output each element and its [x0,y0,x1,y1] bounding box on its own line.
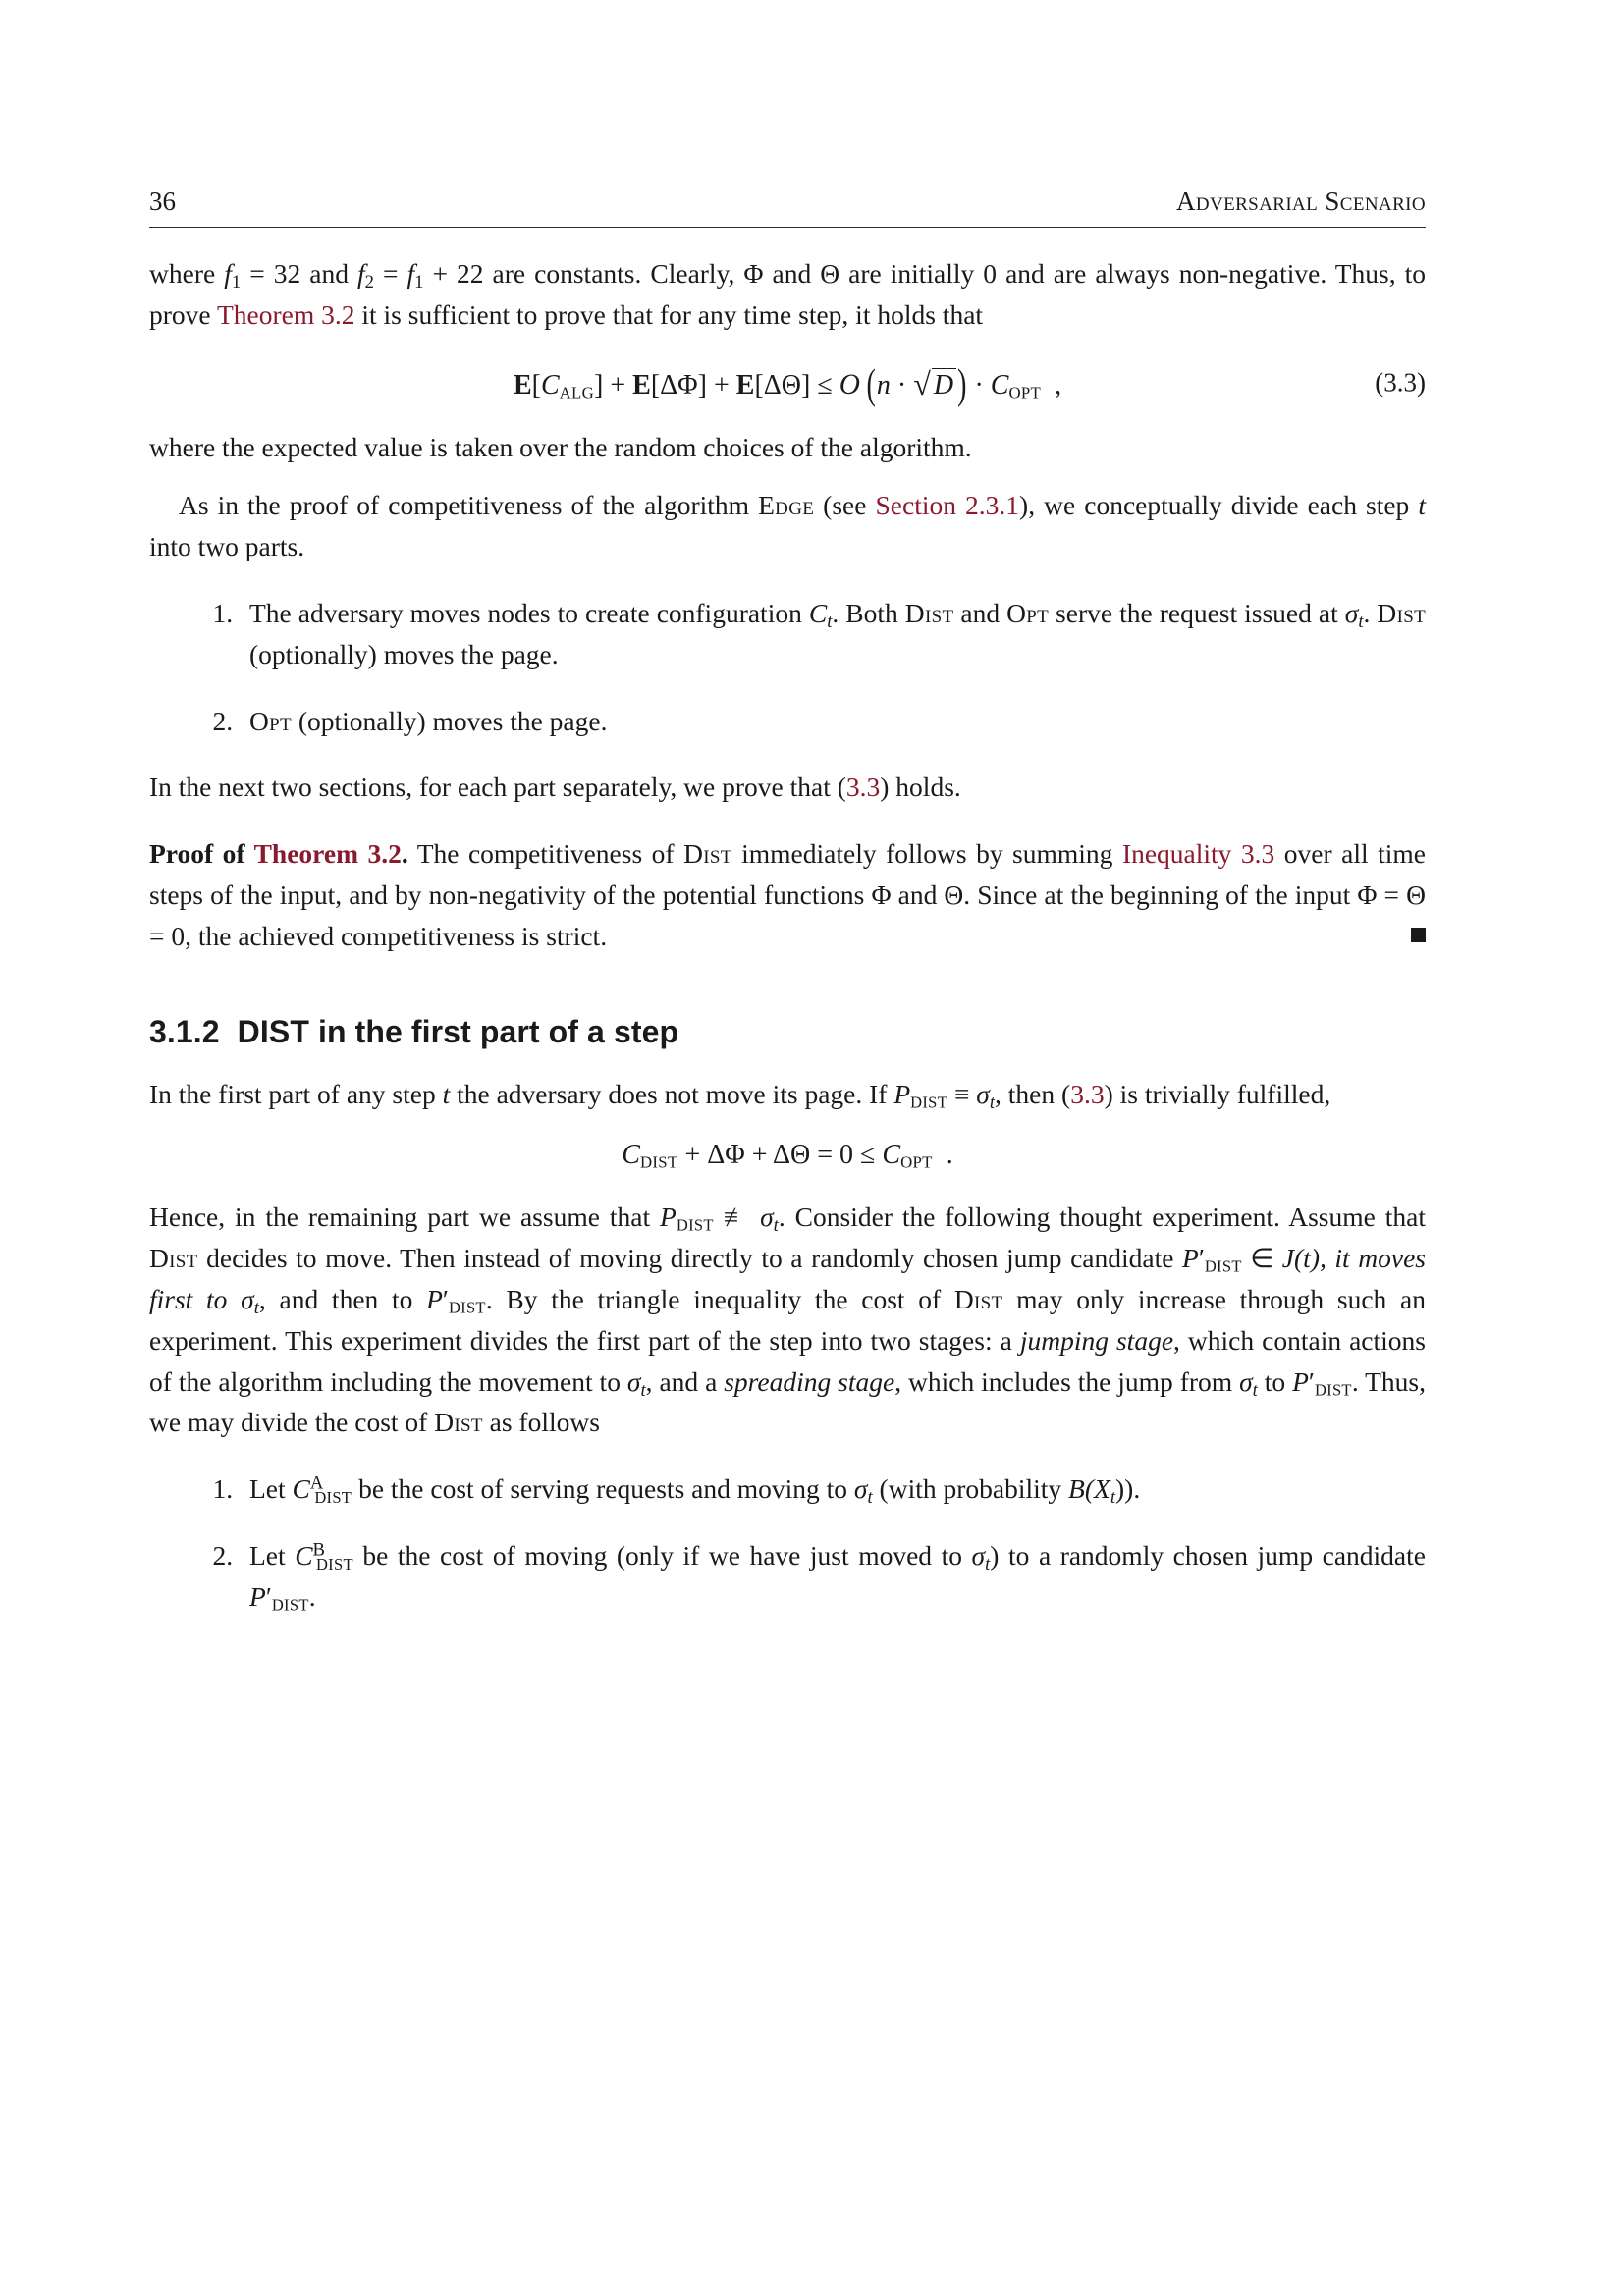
proof-theorem-3-2: Proof of Theorem 3.2. The competitiveness of Dist immediately follows by summing Inequality 3.3 over all time steps of the input, and by non-negativity of the potential functions Φ and Θ. Since at the beginning of the input Φ = Θ = 0, the achieved competitiveness is strict. [149,838,1427,951]
section-heading [149,1014,1426,1050]
paragraph-constants: where $f_1 = 32$ and $f_2 = f_1 + 22$ are constants. Clearly, Φ and Θ are initially 0 and are always non-negative. Thus, to prove Theorem 3.2 it is sufficient to prove that for any time step, it holds that [149,258,1426,330]
list-two-parts [149,593,1426,741]
equation-number-3-3: (3.3) [1375,367,1426,398]
running-title: Adversarial Scenario [1175,187,1426,216]
equation-3-3-body: E[CALG] + E[ΔΦ] + E[ΔΘ] ≤ O (n · √ D ) · COPT , [513,360,1062,408]
paragraph-first-part: In the first part of any step t the adversary does not move its page. If PDIST ≡ $\sigma_t$, then (3.3) is trivially fulfilled, [149,1078,1331,1113]
list-cost-decomposition [149,1468,1426,1617]
list-item: 1. The adversary moves nodes to create configuration $C_t$. Both Dist and Opt serve the request issued at $\sigma_t$. Dist (optionally) moves the page. [240,593,1426,675]
paragraph-edge-proof: As in the proof of competitiveness of the algorithm Edge (see Section 2.3.1), we conceptually divide each step t into two parts. [149,490,1426,562]
link-theorem-3-2[interactable]: Theorem 3.2 [217,298,355,330]
list-item: 2. Let $C^BDIST$ be the cost of moving (only if we have just moved to $\sigma_t$) to a randomly chosen jump candidate P′DIST. [240,1535,1426,1618]
symbol-f2: f [356,258,365,289]
link-section-2-3-1[interactable]: Section 2.3.1 [875,490,1020,521]
section-number: 3.1.2 [149,1013,220,1049]
paragraph-next-sections: In the next two sections, for each part separately, we prove that (3.3) holds. [149,772,961,803]
link-theorem-3-2-proof[interactable]: Theorem 3.2 [253,838,402,870]
page-number: 36 [149,187,176,216]
paragraph-expected-value: where the expected value is taken over the random choices of the algorithm. [149,431,972,462]
equation-3-3 [149,360,1426,408]
section-title: DIST in the first part of a step [237,1013,679,1049]
link-eq-3-3[interactable]: 3.3 [845,772,881,803]
symbol-f1: f [224,258,232,289]
page-content [149,187,1426,1618]
list-item: 1. Let $C^ADIST$ be the cost of serving requests and moving to $\sigma_t$ (with probability $B(X_t)$). [240,1468,1426,1510]
equation-trivial: CDIST + ΔΦ + ΔΘ = 0 ≤ COPT . [622,1140,953,1173]
list-item: 2. Opt (optionally) moves the page. [240,701,1426,742]
algorithm-edge: Edge [758,490,815,521]
paragraph-thought-experiment: Hence, in the remaining part we assume that PDIST ≢ $\sigma_t$. Consider the following thought experiment. Assume that Dist decides to move. Then instead of moving directly to a randomly chosen jump candidate P′DIST ∈ J(t), it moves first to $\sigma_t$, and then to P′DIST. By the triangle inequality the cost of Dist may only increase through such an experiment. This experiment divides the first part of the step into two stages: a jumping stage, which contain actions of the algorithm including the movement to $\sigma_t$, and a spreading stage, which includes the jump from $\sigma_t$ to P′DIST. Thus, we may divide the cost of Dist as follows [149,1201,1427,1438]
link-inequality-3-3[interactable]: Inequality 3.3 [1121,838,1275,870]
qed-square [1411,928,1426,942]
link-eq-3-3-b[interactable]: 3.3 [1070,1078,1105,1109]
running-head [149,187,1426,228]
